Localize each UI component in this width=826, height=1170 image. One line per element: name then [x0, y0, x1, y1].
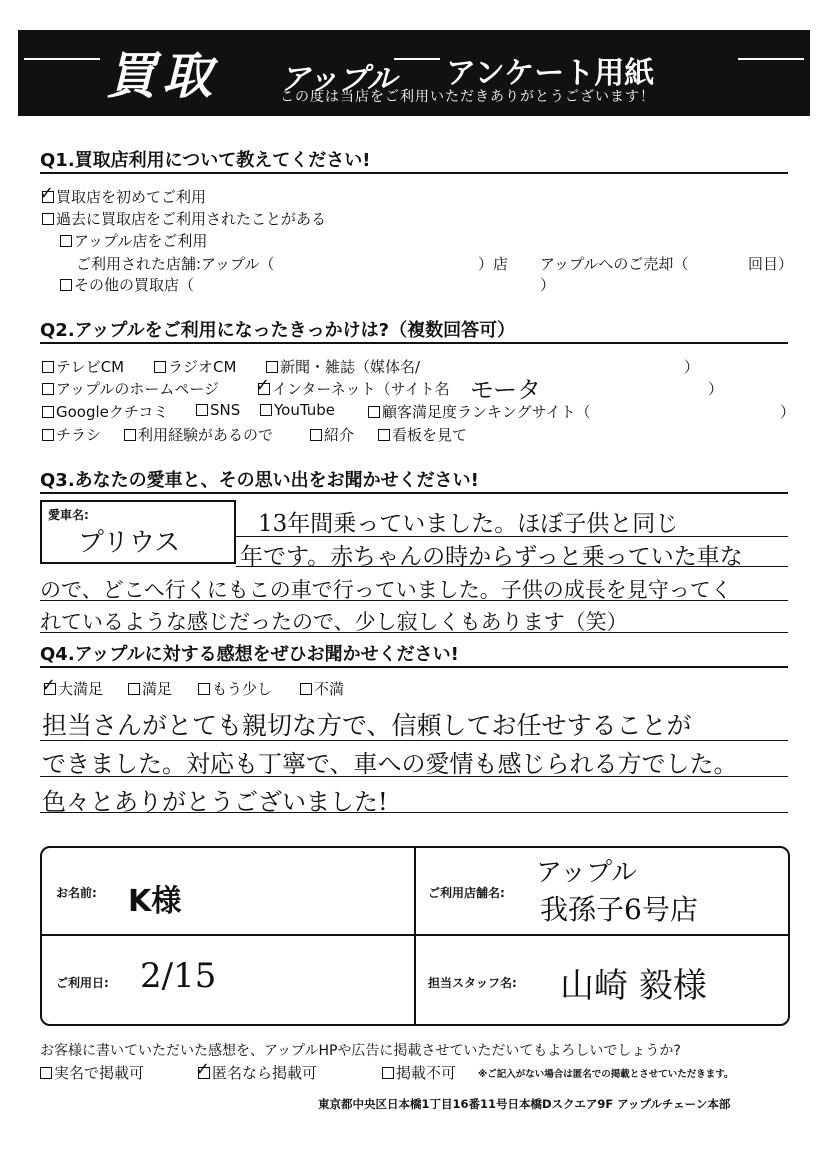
q3-heading: Q3.あなたの愛車と、その思い出をお聞かせください!: [40, 470, 479, 491]
company-address: 東京都中央区日本橋1丁目16番11号日本橋Dスクエア9F アップルチェーン本部: [318, 1097, 731, 1111]
q4-option-unsatisfied[interactable]: 不満: [300, 678, 344, 699]
date-value[interactable]: 2/15: [140, 956, 217, 996]
publish-option-no[interactable]: 掲載不可: [382, 1062, 456, 1083]
name-label: お名前:: [56, 886, 97, 900]
q4-option-satisfied[interactable]: 満足: [128, 678, 172, 699]
store-value-line-2[interactable]: 我孫子6号店: [540, 893, 698, 926]
q1-store-label: ご利用された店舗:アップル（: [76, 255, 275, 273]
checkbox[interactable]: [368, 406, 380, 418]
name-value[interactable]: K様: [128, 884, 182, 919]
checkbox[interactable]: [42, 213, 54, 225]
car-name-value: プリウス: [78, 528, 181, 558]
q3-underline: [40, 492, 788, 494]
checkbox[interactable]: [266, 361, 278, 373]
q1-option-apple[interactable]: アップル店をご利用: [60, 230, 207, 251]
checkbox-checked[interactable]: [258, 383, 270, 395]
header-banner: [18, 30, 810, 116]
car-name-box[interactable]: [40, 500, 236, 564]
publish-option-realname[interactable]: 実名で掲載可: [40, 1062, 144, 1083]
q2-option-google[interactable]: Googleクチコミ: [42, 401, 168, 422]
q1-option-first[interactable]: ✓買取店を初めてご利用: [42, 186, 206, 207]
publish-note: ※ご記入がない場合は匿名での掲載とさせていただきます。: [478, 1069, 734, 1080]
q2-option-home[interactable]: アップルのホームページ: [42, 378, 219, 399]
header-title: 買取: [106, 47, 218, 105]
header-rule-right: [738, 58, 804, 60]
checkbox[interactable]: [128, 683, 140, 695]
checkbox[interactable]: [310, 429, 322, 441]
q2-option-radio[interactable]: ラジオCM: [154, 356, 236, 377]
q1-store-suffix: ）店: [478, 255, 509, 273]
store-label: ご利用店舗名:: [428, 886, 505, 900]
q3-answer-line-3: ので、どこへ行くにもこの車で行っていました。子供の成長を見守ってく: [40, 578, 732, 602]
store-value-line-1[interactable]: アップル: [536, 858, 638, 888]
checkbox[interactable]: [196, 404, 208, 416]
apple-logo: アップル: [280, 62, 397, 97]
checkbox[interactable]: [42, 383, 54, 395]
q2-option-ranking[interactable]: 顧客満足度ランキングサイト（: [368, 401, 591, 422]
staff-value[interactable]: 山崎 毅様: [560, 966, 707, 1006]
q1-option-other[interactable]: その他の買取店（: [60, 274, 194, 295]
q3-answer-line-4: れているような感じだったので、少し寂しくもあります（笑）: [40, 610, 628, 634]
q4-underline: [40, 666, 788, 668]
q1-other-close: ）: [540, 276, 556, 294]
checkbox[interactable]: [198, 683, 210, 695]
checkbox[interactable]: [42, 429, 54, 441]
info-divider-horizontal: [42, 934, 788, 936]
checkbox[interactable]: [40, 1067, 52, 1079]
q2-internet-answer: モータ: [470, 376, 542, 404]
checkbox[interactable]: [378, 429, 390, 441]
checkbox[interactable]: [260, 404, 272, 416]
q4-answer-line-1: 担当さんがとても親切な方で、信頼してお任せすることが: [42, 711, 692, 740]
date-label: ご利用日:: [56, 976, 109, 990]
info-divider-vertical: [414, 848, 416, 1024]
q1-option-past[interactable]: 過去に買取店をご利用されたことがある: [42, 208, 326, 229]
q2-option-flyer[interactable]: チラシ: [42, 424, 101, 445]
car-name-label: 愛車名:: [48, 508, 89, 522]
checkbox-checked[interactable]: [198, 1067, 210, 1079]
q2-heading: Q2.アップルをご利用になったきっかけは?（複数回答可）: [40, 320, 516, 341]
q2-option-youtube[interactable]: YouTube: [260, 401, 335, 419]
q1-visit-suffix: 回目）: [748, 255, 794, 273]
checkbox[interactable]: [154, 361, 166, 373]
checkbox[interactable]: [42, 361, 54, 373]
q4-answer-line-3: 色々とありがとうございました!: [42, 788, 388, 816]
q2-option-sign[interactable]: 看板を見て: [378, 424, 467, 445]
publish-option-anonymous[interactable]: ✓ 匿名なら掲載可: [198, 1062, 317, 1083]
q4-option-very[interactable]: ✓大満足: [44, 678, 103, 699]
q4-option-more[interactable]: もう少し: [198, 678, 272, 699]
checkbox[interactable]: [124, 429, 136, 441]
checkbox-checked[interactable]: [42, 191, 54, 203]
q1-underline: [40, 172, 788, 174]
q3-answer-line-2: 年です。赤ちゃんの時からずっと乗っていた車な: [240, 544, 743, 570]
checkbox[interactable]: [42, 406, 54, 418]
header-subtitle: アンケート用紙: [446, 56, 655, 91]
header-greeting: この度は当店をご利用いただきありがとうございます！: [280, 89, 655, 105]
q2-option-tv[interactable]: テレビCM: [42, 356, 124, 377]
q2-news-close: ）: [684, 358, 700, 376]
q1-heading: Q1.買取店利用について教えてください!: [40, 150, 371, 171]
checkbox-checked[interactable]: [44, 683, 56, 695]
checkbox[interactable]: [60, 235, 72, 247]
q4-heading: Q4.アップルに対する感想をぜひお聞かせください!: [40, 644, 459, 665]
q3-answer-line-1: 13年間乗っていました。ほぼ子供と同じ: [258, 511, 679, 537]
q2-option-internet[interactable]: ✓ インターネット（サイト名: [258, 378, 450, 399]
q2-option-sns[interactable]: SNS: [196, 401, 240, 419]
q2-option-intro[interactable]: 紹介: [310, 424, 354, 445]
header-rule-mid: [394, 58, 440, 60]
q2-option-experience[interactable]: 利用経験があるので: [124, 424, 273, 445]
publish-question: お客様に書いていただいた感想を、アップルHPや広告に掲載させていただいてもよろしいでしょうか?: [40, 1043, 681, 1059]
header-rule-left: [24, 58, 100, 60]
checkbox[interactable]: [60, 279, 72, 291]
q2-ranking-close: ）: [780, 403, 796, 421]
q2-underline: [40, 342, 788, 344]
checkbox[interactable]: [382, 1067, 394, 1079]
q2-internet-close: ）: [708, 380, 724, 398]
q1-visit-label: アップルへのご売却（: [540, 255, 689, 273]
q2-option-news[interactable]: 新聞・雑誌（媒体名/: [266, 356, 420, 377]
checkbox[interactable]: [300, 683, 312, 695]
q4-answer-line-2: できました。対応も丁寧で、車への愛情も感じられる方でした。: [42, 750, 738, 778]
staff-label: 担当スタッフ名:: [428, 976, 517, 990]
